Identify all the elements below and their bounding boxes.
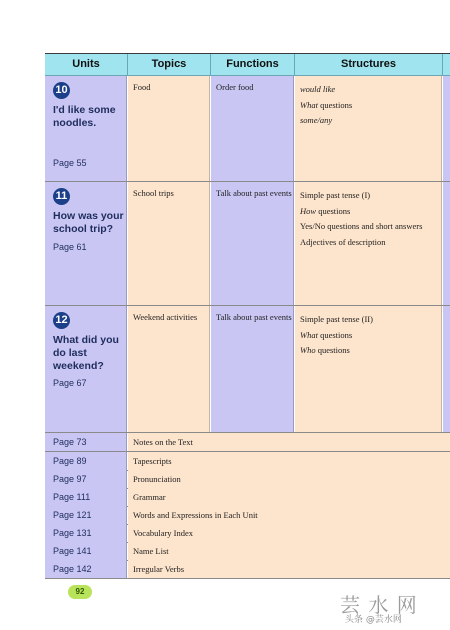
structure-item: Adjectives of description [300,236,386,247]
structure-list [300,312,442,359]
reference-page: Page 142 [45,560,127,578]
function-text: Order food [216,82,254,92]
reference-row [45,560,450,579]
reference-title: Name List [128,542,450,560]
extra-column-cell [443,182,450,305]
units-cell [45,76,127,181]
structure-item: some/any [300,115,333,125]
reference-row [45,542,450,561]
topics-cell [128,182,210,305]
reference-row [45,488,450,507]
structure-keyword: What [300,329,318,340]
extra-column-cell [443,306,450,432]
structure-item: Simple past tense (II) [300,314,373,324]
unit-row-10 [45,76,450,182]
contents-table [45,53,450,579]
unit-number-badge: 10 [53,82,70,99]
structure-item: What questions [300,329,353,340]
topics-cell [128,306,210,432]
reference-page: Page 141 [45,542,127,560]
structure-keyword: How [300,205,317,216]
unit-title: What did you do last weekend? [53,334,119,372]
table-header [45,54,450,76]
reference-row [45,524,450,543]
header-extra-column [443,54,450,75]
structure-item: would like [300,84,336,94]
reference-page: Page 121 [45,506,127,524]
reference-title: Notes on the Text [128,433,450,451]
structure-list [300,188,442,250]
unit-page: Page 55 [53,158,87,168]
header-topics: Topics [128,54,211,75]
unit-title: How was your school trip? [53,210,124,235]
topics-cell [128,76,210,181]
structure-item: Yes/No questions and short answers [300,221,423,231]
reference-page: Page 73 [45,433,127,451]
units-cell [45,306,127,432]
reference-page: Page 111 [45,488,127,506]
structure-list [300,82,442,129]
header-functions: Functions [211,54,295,75]
unit-number-badge: 12 [53,312,70,329]
unit-number-badge: 11 [53,188,70,205]
reference-row [45,452,450,471]
topic-text: Weekend activities [133,312,198,322]
structure-item: Simple past tense (I) [300,190,371,200]
header-structures: Structures [295,54,443,75]
functions-cell [211,182,294,305]
watermark-caption: 头条 @芸水网 [345,615,402,625]
watermark-logo: 芸 水 网 [340,593,418,617]
reference-title: Words and Expressions in Each Unit [128,506,450,524]
topic-text: School trips [133,188,174,198]
functions-cell [211,76,294,181]
function-text: Talk about past events [216,188,292,198]
reference-row [45,506,450,525]
structures-cell [295,76,442,181]
unit-title: I'd like some noodles. [53,104,116,129]
page-number-pill: 92 [68,585,92,599]
structures-cell [295,182,442,305]
reference-title: Grammar [128,488,450,506]
extra-column-cell [443,76,450,181]
reference-title: Tapescripts [128,452,450,470]
reference-title: Irregular Verbs [128,560,450,578]
structure-item: How questions [300,205,351,216]
reference-row [45,433,450,452]
structure-item: What questions [300,99,353,110]
reference-page: Page 97 [45,470,127,488]
structures-cell [295,306,442,432]
topic-text: Food [133,82,151,92]
reference-title: Pronunciation [128,470,450,488]
structure-keyword: Who [300,345,316,355]
unit-page: Page 61 [53,242,87,252]
reference-page: Page 89 [45,452,127,470]
function-text: Talk about past events [216,312,292,322]
functions-cell [211,306,294,432]
reference-row [45,470,450,489]
reference-title: Vocabulary Index [128,524,450,542]
unit-row-12 [45,306,450,433]
structure-item: Who questions [300,345,350,355]
structure-keyword: What [300,99,318,110]
reference-page: Page 131 [45,524,127,542]
unit-page: Page 67 [53,378,87,388]
units-cell [45,182,127,305]
header-units: Units [45,54,128,75]
unit-row-11 [45,182,450,306]
